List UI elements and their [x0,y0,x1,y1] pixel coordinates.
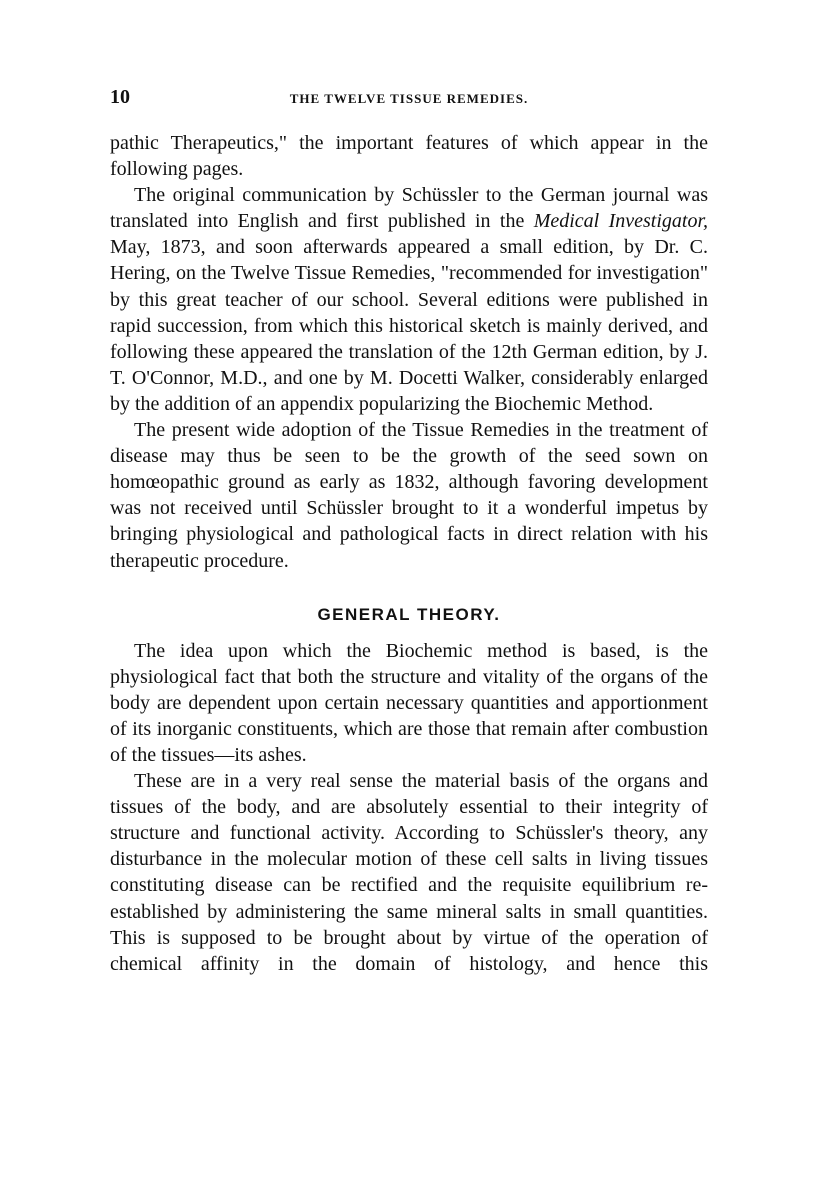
paragraph-wide-adoption: The present wide adoption of the Tissue Remedies in the treatment of disease may thus be seen to be the growth of the seed sown on homœopathic ground as early as 1832, although favoring development was not received until Schüssler brought to it a wonderful impetus by bringing physiological and pathological facts in direct relation with his therapeutic procedure. [110,419,708,572]
paragraph-continued: pathic Therapeutics," the important features of which appear in the following pages. [110,132,708,181]
book-page [110,82,708,977]
paragraph-material-basis: These are in a very real sense the material basis of the organs and tissues of the body, and are absolutely essential to their integrity of structure and functional activity. According to Schüssler's theory, any disturbance in the molecular motion of these cell salts in living tissues constituting disease can be rectified and the requisite equilibrium re-established by administering the same mineral salts in small quantities. This is supposed to be brought about by virtue of the operation of chemical affinity in the domain of histology, and hence this [110,770,708,975]
body-text [110,130,708,977]
section-heading: GENERAL THEORY. [317,604,501,624]
paragraph-text: The original communication by Schüssler to the German journal was translated into English and first published in the [110,184,708,233]
paragraph-biochemic-idea: The idea upon which the Biochemic method is based, is the physiological fact that both the structure and vitality of the organs of the body are dependent upon certain necessary quantities and apportionment of its inorganic constituents, which are those that remain after combustion of the tissues—its ashes. [110,639,708,766]
page-number: 10 [110,86,130,108]
running-head [110,82,708,118]
paragraph-text: May, 1873, and soon afterwards appeared a small edition, by Dr. C. Hering, on the Twelve Tissue Remedies, "recommended for investigation" by this great teacher of our school. Several editions were published in rapid succession, from which this historical sketch is mainly derived, and following these appeared the translation of the 12th German edition, by J. T. O'Connor, M.D., and one by M. Docetti Walker, considerably enlarged by the addition of an appendix popularizing the Biochemic Method. [110,236,708,415]
journal-title: Medical Investigator, [533,210,709,233]
running-title: THE TWELVE TISSUE REMEDIES. [289,91,529,106]
paragraph-original-communication [110,182,708,417]
